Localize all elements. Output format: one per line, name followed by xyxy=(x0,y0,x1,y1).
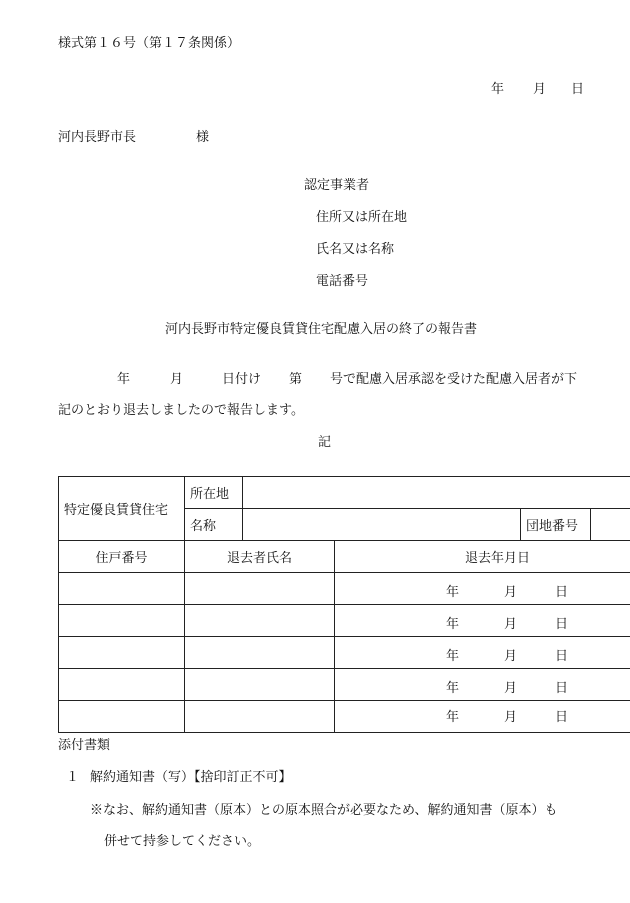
sender-title: 認定事業者 xyxy=(304,178,370,193)
date-month-label: 月 xyxy=(533,82,547,97)
complex-number-label: 団地番号 xyxy=(526,519,579,534)
body-line1-rest: 号で配慮入居承認を受けた配慮入居者が下 xyxy=(330,372,578,387)
sender-phone-label: 電話番号 xyxy=(316,274,369,289)
report-table xyxy=(58,476,630,733)
location-label: 所在地 xyxy=(190,487,230,502)
date-year-label: 年 xyxy=(491,82,505,97)
move-out-date-field[interactable] xyxy=(335,637,630,669)
housing-label: 特定優良賃貸住宅 xyxy=(64,503,169,518)
unit-number-field[interactable] xyxy=(59,637,185,669)
unit-number-field[interactable] xyxy=(59,573,185,605)
document-title: 河内長野市特定優良賃貸住宅配慮入居の終了の報告書 xyxy=(165,322,478,337)
complex-number-field[interactable] xyxy=(591,509,630,541)
housing-label-cell xyxy=(59,477,185,541)
table-row xyxy=(59,669,630,701)
date-month: 月 xyxy=(504,710,518,725)
body-dai: 第 xyxy=(289,372,303,387)
date-year: 年 xyxy=(446,585,460,600)
resident-name-field[interactable] xyxy=(185,605,335,637)
resident-name-field[interactable] xyxy=(185,669,335,701)
date-month: 月 xyxy=(504,681,518,696)
date-year: 年 xyxy=(446,617,460,632)
date-month: 月 xyxy=(504,585,518,600)
body-line2: 記のとおり退去しましたので報告します。 xyxy=(58,403,304,418)
date-day: 日 xyxy=(555,585,569,600)
addressee: 河内長野市長 xyxy=(58,130,137,145)
date-day: 日 xyxy=(555,649,569,664)
move-out-date-field[interactable] xyxy=(335,573,630,605)
header-resident-name: 退去者氏名 xyxy=(185,541,335,573)
date-month: 月 xyxy=(504,649,518,664)
date-day: 日 xyxy=(555,681,569,696)
body-year: 年 xyxy=(117,372,131,387)
table-row xyxy=(59,605,630,637)
body-month: 月 xyxy=(170,372,184,387)
resident-name-field[interactable] xyxy=(185,637,335,669)
attachment-item-text: 解約通知書（写）【捨印訂正不可】 xyxy=(90,770,292,785)
move-out-date-field[interactable] xyxy=(335,701,630,733)
resident-name-field[interactable] xyxy=(185,573,335,605)
table-row xyxy=(59,637,630,669)
unit-number-field[interactable] xyxy=(59,669,185,701)
complex-number-label-cell xyxy=(521,509,591,541)
addressee-suffix: 様 xyxy=(196,130,210,145)
header-move-out-date: 退去年月日 xyxy=(335,541,630,573)
date-month: 月 xyxy=(504,617,518,632)
name-label-cell xyxy=(185,509,243,541)
name-field[interactable] xyxy=(243,509,521,541)
ki-label: 記 xyxy=(318,435,332,450)
date-day: 日 xyxy=(555,617,569,632)
date-year: 年 xyxy=(446,649,460,664)
location-label-cell xyxy=(185,477,243,509)
table-row xyxy=(59,573,630,605)
body-date-suffix: 日付け xyxy=(222,372,262,387)
move-out-date-field[interactable] xyxy=(335,605,630,637)
unit-number-field[interactable] xyxy=(59,701,185,733)
resident-name-field[interactable] xyxy=(185,701,335,733)
location-field[interactable] xyxy=(243,477,630,509)
attachment-note-line1: ※なお、解約通知書（原本）との原本照合が必要なため、解約通知書（原本）も xyxy=(90,803,558,818)
name-label: 名称 xyxy=(190,519,217,534)
unit-number-field[interactable] xyxy=(59,605,185,637)
attachment-note-line2: 併せて持参してください。 xyxy=(104,834,261,849)
attachments-heading: 添付書類 xyxy=(58,738,111,753)
date-day: 日 xyxy=(555,710,569,725)
sender-address-label: 住所又は所在地 xyxy=(316,210,408,225)
attachment-item-number: １ xyxy=(66,770,80,785)
date-day-label: 日 xyxy=(571,82,585,97)
header-unit-number: 住戸番号 xyxy=(59,541,185,573)
date-year: 年 xyxy=(446,681,460,696)
sender-name-label: 氏名又は名称 xyxy=(316,242,395,257)
table-row xyxy=(59,701,630,733)
date-year: 年 xyxy=(446,710,460,725)
form-number: 様式第１６号（第１７条関係） xyxy=(58,36,241,51)
move-out-date-field[interactable] xyxy=(335,669,630,701)
